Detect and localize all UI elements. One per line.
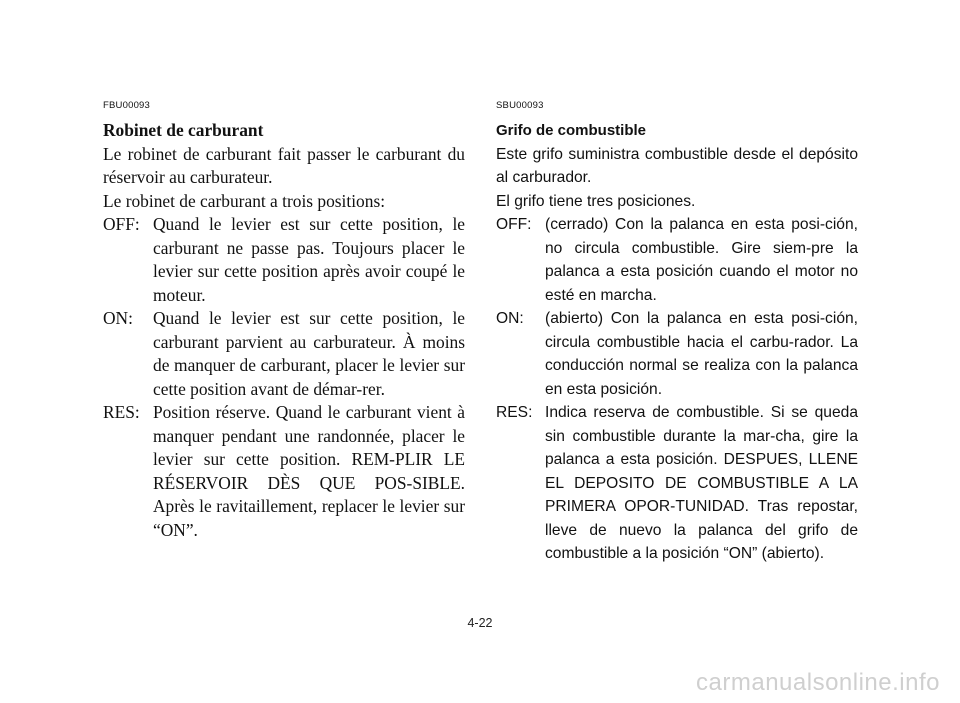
section-code: FBU00093 — [103, 100, 151, 111]
position-item-on — [103, 307, 465, 401]
position-item-off — [103, 213, 465, 307]
position-term: RES: — [103, 402, 140, 422]
spanish-column — [496, 100, 858, 566]
section-heading: Grifo de combustible — [496, 122, 647, 139]
section-code: SBU00093 — [496, 100, 544, 111]
position-term: RES: — [496, 404, 533, 421]
intro-paragraph: El grifo tiene tres posiciones. — [496, 192, 696, 210]
position-description: Position réserve. Quand le carburant vient à manquer pendant une randonnée, placer le levier sur cette position. REM-PLIR LE RÉSERVOIR DÈS QUE POS-SIBLE. Après le ravitaillement, replacer le levier sur “ON”. — [153, 402, 465, 540]
french-column — [103, 100, 465, 542]
position-item-res — [496, 401, 858, 566]
position-item-on — [496, 307, 858, 401]
position-description: Quand le levier est sur cette position, le carburant ne passe pas. Toujours placer le levier sur cette position après avoir coupé le moteur. — [153, 214, 465, 305]
section-heading: Robinet de carburant — [103, 120, 264, 140]
position-item-off — [496, 213, 858, 307]
intro-paragraph: Este grifo suministra combustible desde el depósito al carburador. — [496, 145, 858, 186]
intro-paragraph: Le robinet de carburant fait passer le carburant du réservoir au carburateur. — [103, 143, 465, 187]
position-description: (cerrado) Con la palanca en esta posi-ción, no circula combustible. Gire siem-pre la palanca a esta posición cuando el motor no esté en marcha. — [545, 216, 858, 304]
intro-paragraph: Le robinet de carburant a trois positions: — [103, 190, 386, 211]
position-term: ON: — [496, 310, 524, 327]
position-description: (abierto) Con la palanca en esta posi-ción, circula combustible hacia el carbu-rador. La conducción normal se realiza con la palanca en esta posición. — [545, 310, 858, 398]
watermark-text: carmanualsonline.info — [696, 669, 940, 696]
position-item-res — [103, 401, 465, 542]
position-description: Indica reserva de combustible. Si se queda sin combustible durante la mar-cha, gire la palanca a esta posición. DESPUES, LLENE EL DEPOSITO DE COMBUSTIBLE A LA PRIMERA OPOR-TUNIDAD. Tras repostar, lleve de nuevo la palanca del grifo de combustible a la posición “ON” (abierto). — [545, 404, 858, 562]
position-description: Quand le levier est sur cette position, le carburant parvient au carburateur. À moins de manquer de carburant, placer le levier sur cette position avant de démar-rer. — [153, 308, 465, 399]
page-number: 4-22 — [467, 616, 493, 630]
position-term: OFF: — [496, 216, 532, 233]
position-term: ON: — [103, 308, 133, 328]
position-term: OFF: — [103, 214, 140, 234]
